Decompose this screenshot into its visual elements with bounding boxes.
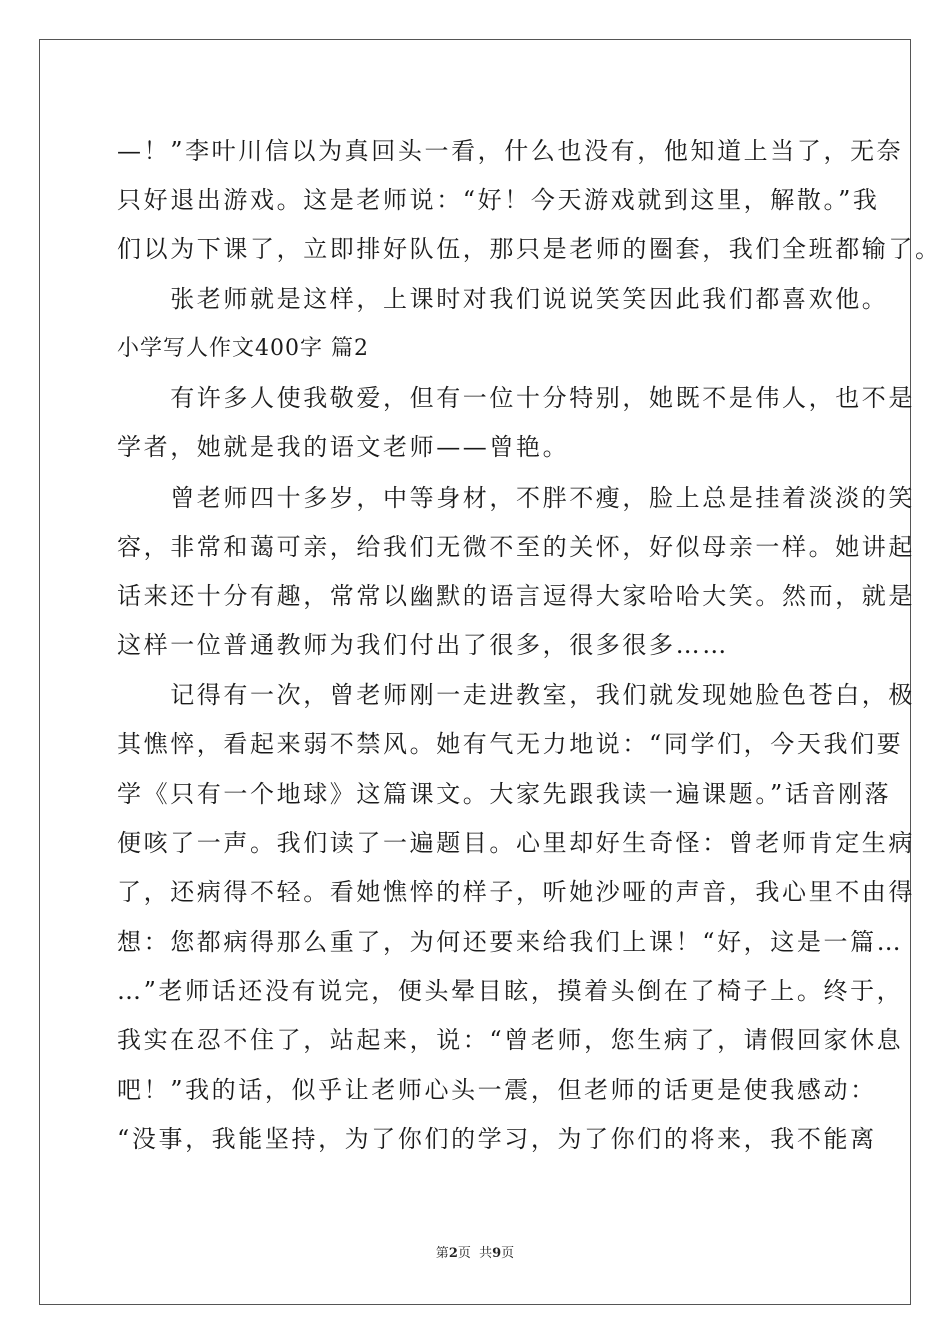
footer-mid: 页 共 (457, 1246, 493, 1261)
text-line: —！”李叶川信以为真回头一看，什么也没有，他知道上当了，无奈 (117, 137, 904, 165)
total-pages-number: 9 (492, 1246, 502, 1261)
text-line: 话来还十分有趣，常常以幽默的语言逗得大家哈哈大笑。然而，就是 (117, 582, 915, 610)
text-line: 便咳了一声。我们读了一遍题目。心里却好生奇怪：曾老师肯定生病 (117, 829, 915, 857)
text-line: 其憔悴，看起来弱不禁风。她有气无力地说：“同学们，今天我们要 (117, 730, 904, 758)
text-line: 想：您都病得那么重了，为何还要来给我们上课！“好，这是一篇… (117, 928, 904, 956)
text-line: “没事，我能坚持，为了你们的学习，为了你们的将来，我不能离 (117, 1125, 877, 1153)
text-line: …”老师话还没有说完，便头晕目眩，摸着头倒在了椅子上。终于， (117, 977, 904, 1005)
text-line: 们以为下课了，立即排好队伍，那只是老师的圈套，我们全班都输了。 (117, 235, 942, 263)
current-page-number: 2 (448, 1246, 458, 1261)
section-heading: 小学写人作文400字 篇2 (117, 336, 369, 361)
footer-suffix: 页 (501, 1246, 515, 1261)
text-line: 我实在忍不住了，站起来，说：“曾老师，您生病了，请假回家休息 (117, 1026, 904, 1054)
text-line: 记得有一次，曾老师刚一走进教室，我们就发现她脸色苍白，极 (117, 681, 915, 709)
text-line: 这样一位普通教师为我们付出了很多，很多很多…… (117, 631, 729, 659)
text-line: 学《只有一个地球》这篇课文。大家先跟我读一遍课题。”话音刚落 (117, 780, 892, 808)
text-line: 吧！”我的话，似乎让老师心头一震，但老师的话更是使我感动： (117, 1076, 877, 1104)
page-border (39, 39, 911, 1305)
text-line: 了，还病得不轻。看她憔悴的样子，听她沙哑的声音，我心里不由得 (117, 878, 915, 906)
text-line: 只好退出游戏。这是老师说：“好！今天游戏就到这里，解散。”我 (117, 186, 880, 214)
text-line: 学者，她就是我的语文老师——曾艳。 (117, 433, 570, 461)
text-line: 有许多人使我敬爱，但有一位十分特别，她既不是伟人，也不是 (117, 384, 915, 412)
text-line: 曾老师四十多岁，中等身材，不胖不瘦，脸上总是挂着淡淡的笑 (117, 484, 915, 512)
page-footer (0, 1245, 950, 1263)
text-line: 张老师就是这样，上课时对我们说说笑笑因此我们都喜欢他。 (117, 285, 889, 313)
text-line: 容，非常和蔼可亲，给我们无微不至的关怀，好似母亲一样。她讲起 (117, 533, 915, 561)
footer-prefix: 第 (435, 1246, 449, 1261)
